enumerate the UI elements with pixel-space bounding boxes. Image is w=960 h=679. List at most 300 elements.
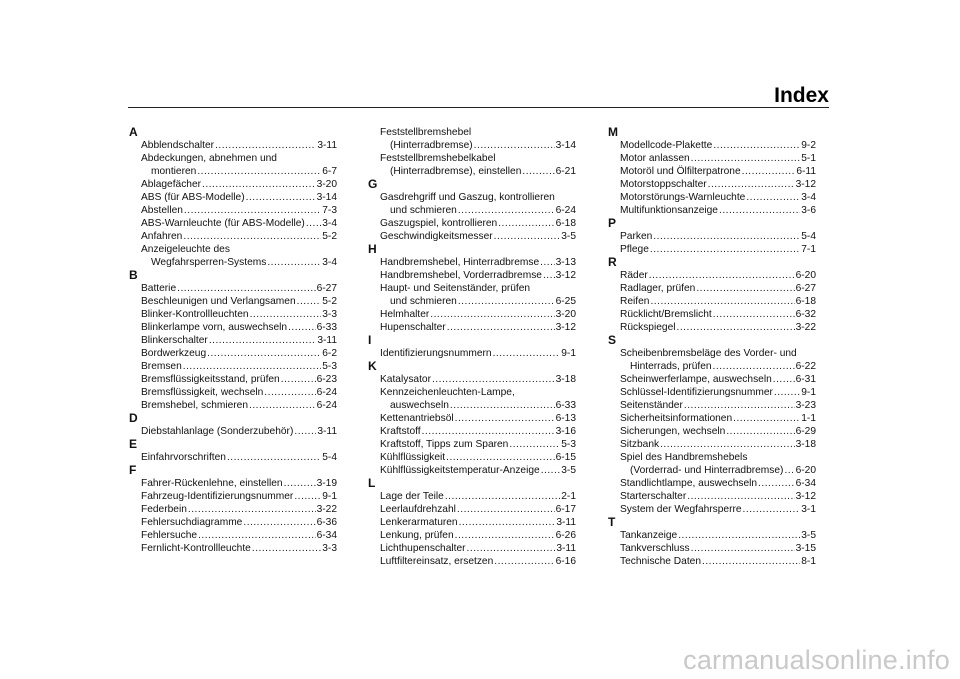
index-entry-line [380,347,576,360]
entry-term: und schmieren [390,205,457,216]
index-entry [368,555,576,568]
page-ref: 6-21 [555,166,576,177]
page-ref: 6-23 [316,374,337,385]
page-ref: 3-11 [556,543,576,554]
index-entry [129,191,337,204]
entry-term: Sicherungen, wechseln [620,426,726,437]
entry-term: Motoröl und Ölfilterpatrone [620,166,741,177]
entry-term: Handbremshebel, Hinterradbremse [380,257,540,268]
index-entry [608,542,816,555]
index-entry-line [620,425,816,438]
index-entry-line [380,295,576,308]
index-entry-line [620,243,816,256]
page-ref: 6-18 [795,296,816,307]
entry-term: Federbein [141,504,187,515]
index-entry-line [141,204,337,217]
index-entry [129,516,337,529]
entry-term: Tankanzeige [620,530,678,541]
entry-term: Abdeckungen, abnehmen und [141,153,277,164]
entry-term: (Vorderrad- und Hinterradbremse) [630,465,784,476]
index-entry-line [141,399,337,412]
dot-leader [743,503,801,516]
page-ref: 3-11 [317,140,337,151]
page-ref: 5-4 [322,452,337,463]
index-entry [608,308,816,321]
index-entry [608,503,816,516]
page-ref: 3-6 [801,205,816,216]
entry-term: (Hinterradbremse), einstellen [390,166,522,177]
dot-leader [498,217,554,230]
entry-term: Motorstoppschalter [620,179,707,190]
entry-term: Leerlaufdrehzahl [380,504,456,515]
index-entry-line [141,243,337,256]
index-entry-line [380,529,576,542]
index-entry [368,464,576,477]
entry-term: Bremsen [141,361,182,372]
section-letter: M [608,125,618,139]
index-entry [608,269,816,282]
entry-term: Fahrzeug-Identifizierungsnummer [141,491,294,502]
entry-term: Fernlicht-Kontrollleuchte [141,543,251,554]
index-entry-line [380,542,576,555]
index-entry-line [620,490,816,503]
entry-term: Blinkerschalter [141,335,208,346]
page-ref: 3-14 [555,140,576,151]
page-ref: 6-26 [555,530,576,541]
entry-term: Motorstörungs-Warnleuchte [620,192,746,203]
index-entry [368,217,576,230]
page-title: Index [774,84,829,107]
index-entry [129,308,337,321]
dot-leader [522,165,554,178]
index-entry [368,321,576,334]
index-entry [129,152,337,178]
page-ref: 9-1 [322,491,337,502]
index-entry [368,425,576,438]
index-entry-line [141,334,337,347]
page-ref: 3-12 [555,322,576,333]
entry-term: System der Wegfahrsperre [620,504,742,515]
entry-term: Hinterrads, prüfen [630,361,712,372]
index-entry [368,438,576,451]
index-entry [129,529,337,542]
entry-term: Lenkerarmaturen [380,517,458,528]
index-entry-line [141,425,337,438]
entry-term: Scheinwerferlampe, auswechseln [620,374,772,385]
index-entry [608,386,816,399]
index-entry [129,243,337,269]
entry-term: Sicherheitsinformationen [620,413,733,424]
index-entry-line [380,503,576,516]
entry-term: Handbremshebel, Vorderradbremse [380,270,542,281]
dot-leader [773,373,795,386]
page-ref: 8-1 [801,556,816,567]
dot-leader [726,425,794,438]
dot-leader [197,165,321,178]
dot-leader [184,204,321,217]
entry-term: Räder [620,270,648,281]
page-ref: 6-31 [795,374,816,385]
dot-leader [543,269,555,282]
index-entry-line [380,191,576,204]
page-ref: 3-4 [322,218,337,229]
page-ref: 3-19 [316,478,337,489]
dot-leader [432,373,555,386]
index-entry [368,529,576,542]
dot-leader [306,217,321,230]
dot-leader [493,347,561,360]
index-entry-line [141,139,337,152]
index-entry-line [141,165,337,178]
index-entry-line [380,152,576,165]
page-ref: 5-2 [322,296,337,307]
index-entry [368,542,576,555]
index-entry-line [380,425,576,438]
dot-leader [243,516,315,529]
index-entry [368,347,576,360]
index-entry [608,165,816,178]
entry-term: Bordwerkzeug [141,348,207,359]
index-entry-line [380,412,576,425]
page-ref: 6-27 [795,283,816,294]
section-letter: S [608,333,617,347]
page-ref: 6-18 [555,218,576,229]
dot-leader [653,230,800,243]
entry-term: Reifen [620,296,650,307]
entry-term: ABS-Warnleuchte (für ABS-Modelle) [141,218,305,229]
index-entry [129,451,337,464]
dot-leader [294,490,321,503]
index-entry [129,399,337,412]
dot-leader [202,178,316,191]
entry-term: Fehlersuche [141,530,198,541]
section-letter: H [368,242,377,256]
index-entry [129,477,337,490]
index-entry-line [620,529,816,542]
index-entry [608,451,816,477]
entry-term: Multifunktionsanzeige [620,205,718,216]
index-entry-line [141,178,337,191]
page-ref: 3-3 [322,309,337,320]
index-entry-line [620,386,816,399]
entry-term: Rückspiegel [620,322,676,333]
index-entry-line [380,204,576,217]
entry-term: Bremshebel, schmieren [141,400,249,411]
dot-leader [250,308,322,321]
index-entry-line [620,308,816,321]
page-ref: 3-20 [555,309,576,320]
index-entry-line [620,555,816,568]
dot-leader [446,451,554,464]
entry-term: Batterie [141,283,177,294]
entry-term: und schmieren [390,296,457,307]
index-entry-line [620,165,816,178]
dot-leader [696,282,794,295]
page-ref: 9-2 [801,140,816,151]
index-entry-line [620,139,816,152]
entry-term: Modellcode-Plakette [620,140,713,151]
index-entry-line [141,152,337,165]
dot-leader [774,386,800,399]
page-ref: 3-16 [555,426,576,437]
index-entry [608,295,816,308]
entry-term: Luftfiltereinsatz, ersetzen [380,556,494,567]
index-entry-line [620,451,816,464]
index-entry-line [141,529,337,542]
index-entry [608,412,816,425]
index-entry-line [380,269,576,282]
index-entry-line [380,555,576,568]
page-ref: 3-12 [795,491,816,502]
index-entry-line [620,152,816,165]
entry-term: Anzeigeleuchte des [141,244,230,255]
index-entry [129,386,337,399]
entry-term: Fehlersuchdiagramme [141,517,243,528]
dot-leader [264,386,315,399]
dot-leader [455,529,555,542]
index-entry-line [141,321,337,334]
page-ref: 6-2 [322,348,337,359]
dot-leader [294,425,316,438]
index-entry [608,282,816,295]
entry-term: Fahrer-Rückenlehne, einstellen [141,478,283,489]
index-entry-line [141,542,337,555]
section-letter: F [129,463,137,477]
index-entry [129,139,337,152]
page-ref: 7-3 [322,205,337,216]
entry-term: montieren [151,166,197,177]
page-ref: 6-11 [796,166,816,177]
index-entry-line [380,399,576,412]
entry-term: Feststellbremshebel [380,127,472,138]
index-entry [368,191,576,217]
entry-term: Anfahren [141,231,183,242]
index-entry [368,256,576,269]
page-ref: 1-1 [801,413,816,424]
section-letter: P [608,216,617,230]
entry-term: Lichthupenschalter [380,543,466,554]
entry-term: Rücklicht/Bremslicht [620,309,712,320]
dot-leader [660,438,795,451]
page-ref: 6-34 [316,530,337,541]
dot-leader [702,555,800,568]
index-entry-line [380,516,576,529]
page-ref: 6-22 [795,361,816,372]
entry-term: Bremsflüssigkeitsstand, prüfen [141,374,280,385]
page-ref: 5-1 [801,153,816,164]
index-entry-line [141,191,337,204]
index-entry-line [380,490,576,503]
dot-leader [457,503,555,516]
index-entry-line [620,503,816,516]
index-entry [368,490,576,503]
dot-leader [177,282,316,295]
index-entry-line [620,412,816,425]
index-entry-line [141,217,337,230]
page-ref: 6-24 [316,400,337,411]
page-ref: 3-13 [555,257,576,268]
page-ref: 3-18 [555,374,576,385]
page-ref: 3-12 [795,179,816,190]
index-entry [129,321,337,334]
index-entry-line [380,217,576,230]
dot-leader [541,464,561,477]
index-entry-line [620,360,816,373]
index-entry [608,477,816,490]
page-ref: 6-17 [555,504,576,515]
page-ref: 6-20 [795,465,816,476]
page-ref: 6-32 [795,309,816,320]
entry-term: Ablagefächer [141,179,202,190]
watermark: carmanualsonline.info [683,645,950,675]
index-entry-line [620,438,816,451]
index-column-1 [129,126,337,555]
dot-leader [494,555,554,568]
entry-term: auswechseln [390,400,449,411]
index-entry [368,412,576,425]
index-entry [129,347,337,360]
index-entry [608,243,816,256]
page-ref: 3-22 [316,504,337,515]
index-entry-line [620,373,816,386]
index-entry-line [141,308,337,321]
index-entry-line [141,477,337,490]
entry-term: Blinkerlampe vorn, auswechseln [141,322,288,333]
page-ref: 3-5 [561,465,576,476]
dot-leader [650,295,794,308]
entry-term: Identifizierungsnummern [380,348,492,359]
dot-leader [297,295,322,308]
entry-term: Abstellen [141,205,183,216]
page-ref: 6-16 [555,556,576,567]
page-ref: 9-1 [561,348,576,359]
index-entry-line [620,230,816,243]
index-entry [608,152,816,165]
page-ref: 6-36 [316,517,337,528]
dot-leader [649,269,795,282]
dot-leader [450,399,555,412]
index-entry-line [620,347,816,360]
index-entry [608,191,816,204]
dot-leader [684,399,795,412]
dot-leader [650,243,800,256]
entry-term: Beschleunigen und Verlangsamen [141,296,296,307]
page-ref: 3-22 [795,322,816,333]
entry-term: Schlüssel-Identifizierungsnummer [620,387,773,398]
section-letter: A [129,125,138,139]
page-ref: 3-12 [555,270,576,281]
entry-term: Haupt- und Seitenständer, prüfen [380,283,531,294]
index-entry-line [620,477,816,490]
page-ref: 6-33 [316,322,337,333]
index-entry [608,347,816,373]
index-entry [608,438,816,451]
entry-term: Seitenständer [620,400,683,411]
dot-leader [733,412,800,425]
index-entry-line [380,230,576,243]
section-letter: B [129,268,138,282]
index-entry-line [620,204,816,217]
index-entry-line [620,295,816,308]
entry-term: Spiel des Handbremshebels [620,452,748,463]
dot-leader [719,204,800,217]
page-ref: 3-15 [795,543,816,554]
index-entry [368,451,576,464]
index-entry [368,230,576,243]
index-entry-line [620,269,816,282]
dot-leader [678,529,800,542]
index-entry-line [141,230,337,243]
index-entry-line [141,503,337,516]
dot-leader [687,490,794,503]
dot-leader [713,360,795,373]
entry-term: Technische Daten [620,556,701,567]
page-ref: 6-24 [555,205,576,216]
page-ref: 9-1 [801,387,816,398]
dot-leader [742,165,796,178]
dot-leader [281,373,316,386]
page-ref: 6-24 [316,387,337,398]
index-entry-line [380,165,576,178]
entry-term: Scheibenbremsbeläge des Vorder- und [620,348,797,359]
index-entry-line [380,308,576,321]
index-entry-line [620,282,816,295]
index-entry [368,503,576,516]
index-entry [608,399,816,412]
index-entry-line [380,451,576,464]
index-entry-line [141,386,337,399]
page-ref: 5-2 [322,231,337,242]
title-rule [128,107,829,108]
index-entry-line [620,321,816,334]
index-entry-line [141,295,337,308]
index-entry-line [380,464,576,477]
index-entry [608,425,816,438]
section-letter: E [129,437,138,451]
entry-term: Gaszugspiel, kontrollieren [380,218,498,229]
entry-term: Geschwindigkeitsmesser [380,231,493,242]
index-entry [368,152,576,178]
index-entry-line [141,347,337,360]
dot-leader [784,464,794,477]
dot-leader [198,529,316,542]
page-ref: 5-3 [561,439,576,450]
section-letter: L [368,476,376,490]
index-entry-line [620,464,816,477]
entry-term: Helmhalter [380,309,430,320]
section-letter: D [129,411,138,425]
index-entry-line [141,360,337,373]
page-ref: 6-15 [555,452,576,463]
page-ref: 3-14 [316,192,337,203]
dot-leader [188,503,316,516]
index-entry [608,490,816,503]
index-entry [608,529,816,542]
dot-leader [691,152,801,165]
entry-term: Einfahrvorschriften [141,452,226,463]
index-entry-line [141,373,337,386]
index-entry-line [380,256,576,269]
page-ref: 3-11 [317,335,337,346]
page-ref: 3-20 [316,179,337,190]
page-ref: 5-4 [801,231,816,242]
index-entry [608,204,816,217]
page-ref: 6-27 [316,283,337,294]
index-entry-line [380,282,576,295]
dot-leader [284,477,316,490]
index-entry [129,178,337,191]
dot-leader [267,256,321,269]
